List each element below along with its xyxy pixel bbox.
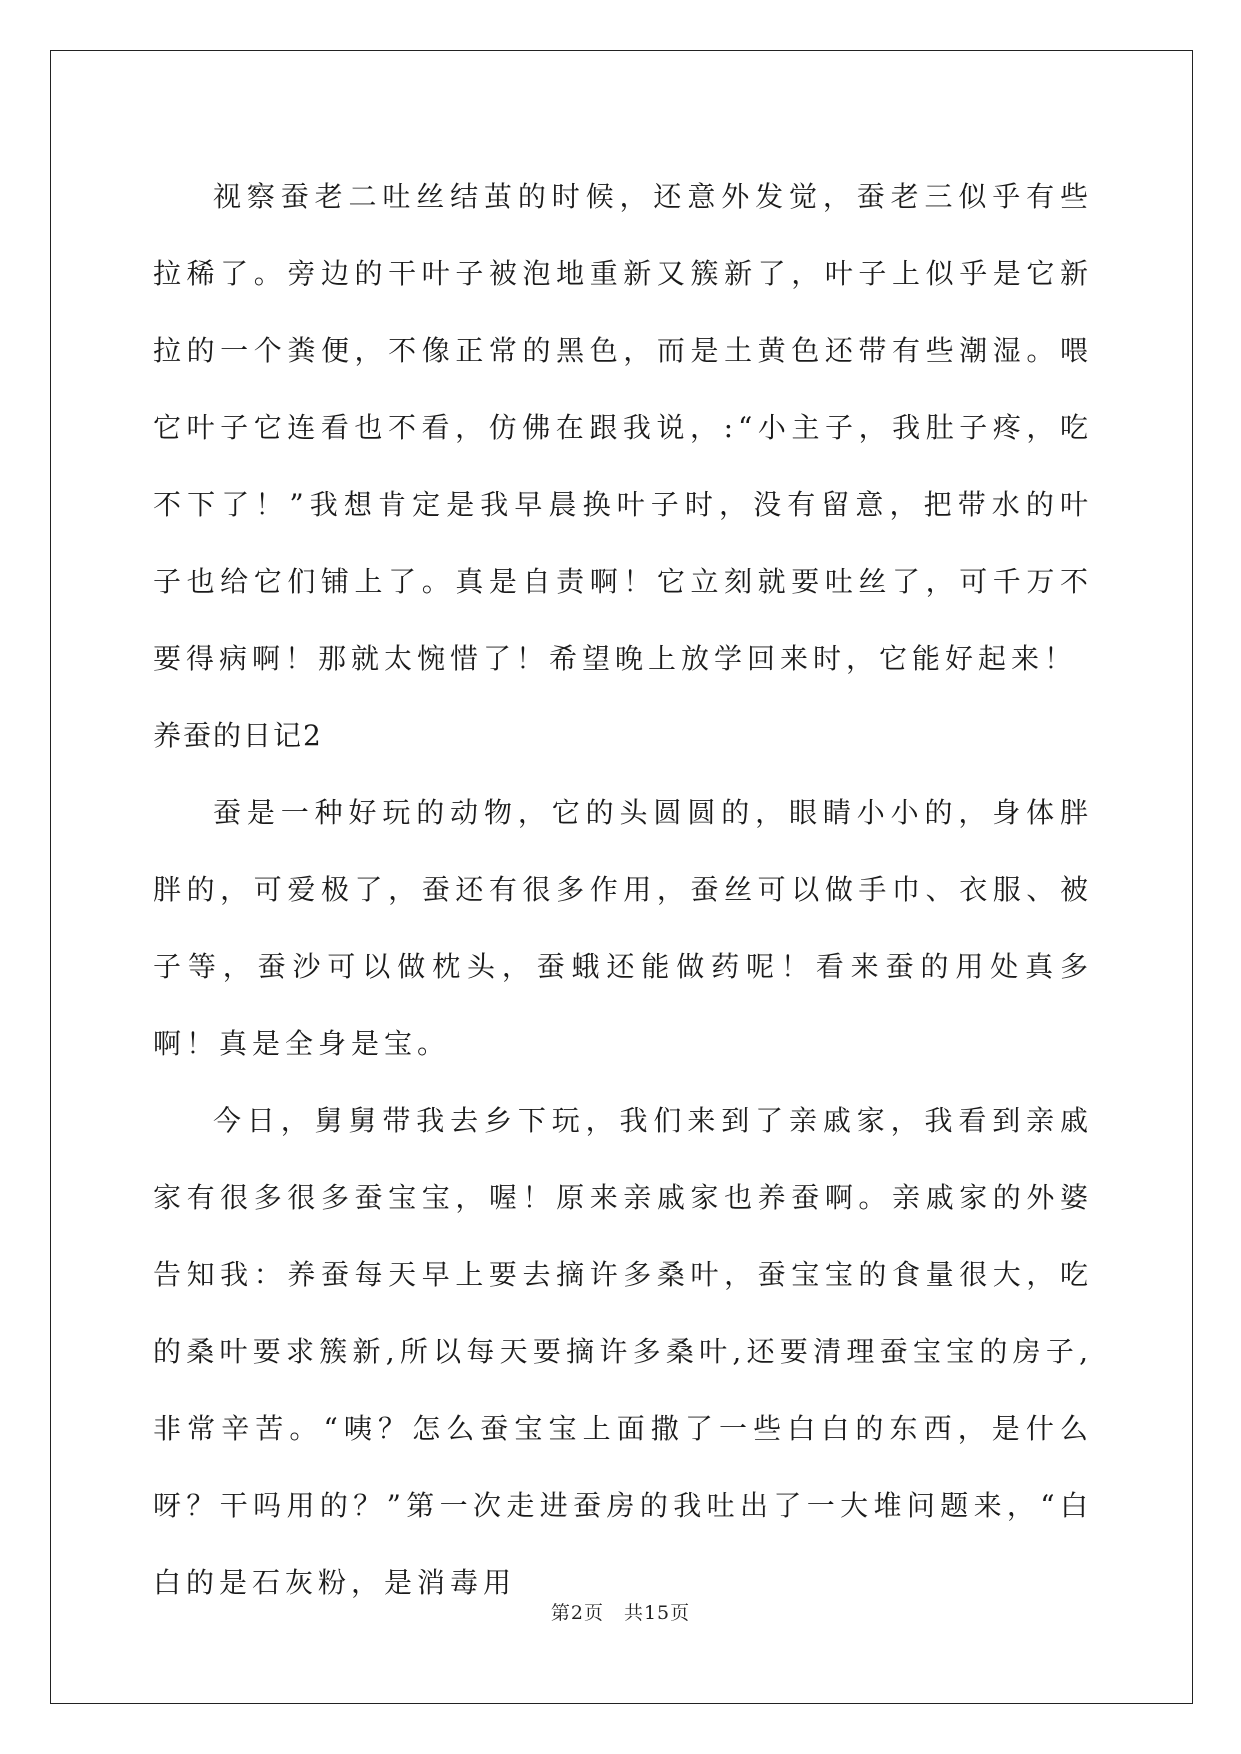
section-heading: 养蚕的日记2 <box>153 719 323 752</box>
paragraph-silkworm-sick: 视察蚕老二吐丝结茧的时候，还意外发觉，蚕老三似乎有些拉稀了。旁边的干叶子被泡地重新又簇新了，叶子上似乎是它新拉的一个粪便，不像正常的黑色，而是土黄色还带有些潮湿。喂它叶子它连看也不看，仿佛在跟我说，:“小主子，我肚子疼，吃不下了！”我想肯定是我早晨换叶子时，没有留意，把带水的叶子也给它们铺上了。真是自责啊！它立刻就要吐丝了，可千万不要得病啊！那就太惋惜了！希望晚上放学回来时，它能好起来！ <box>153 180 1093 675</box>
paragraph-silkworm-intro: 蚕是一种好玩的动物，它的头圆圆的，眼睛小小的，身体胖胖的，可爱极了，蚕还有很多作用，蚕丝可以做手巾、衣服、被子等，蚕沙可以做枕头，蚕蛾还能做药呢！看来蚕的用处真多啊！真是全身是宝。 <box>153 796 1093 1060</box>
document-body <box>153 158 1093 1621</box>
paragraph-countryside-visit: 今日，舅舅带我去乡下玩，我们来到了亲戚家，我看到亲戚家有很多很多蚕宝宝，喔！原来亲戚家也养蚕啊。亲戚家的外婆告知我：养蚕每天早上要去摘许多桑叶，蚕宝宝的食量很大，吃的桑叶要求簇新,所以每天要摘许多桑叶,还要清理蚕宝宝的房子,非常辛苦。“咦？怎么蚕宝宝上面撒了一些白白的东西，是什么呀？干吗用的？”第一次走进蚕房的我吐出了一大堆问题来，“白白的是石灰粉，是消毒用 <box>153 1104 1093 1599</box>
page-number: 第2页 共15页 <box>550 1602 691 1624</box>
